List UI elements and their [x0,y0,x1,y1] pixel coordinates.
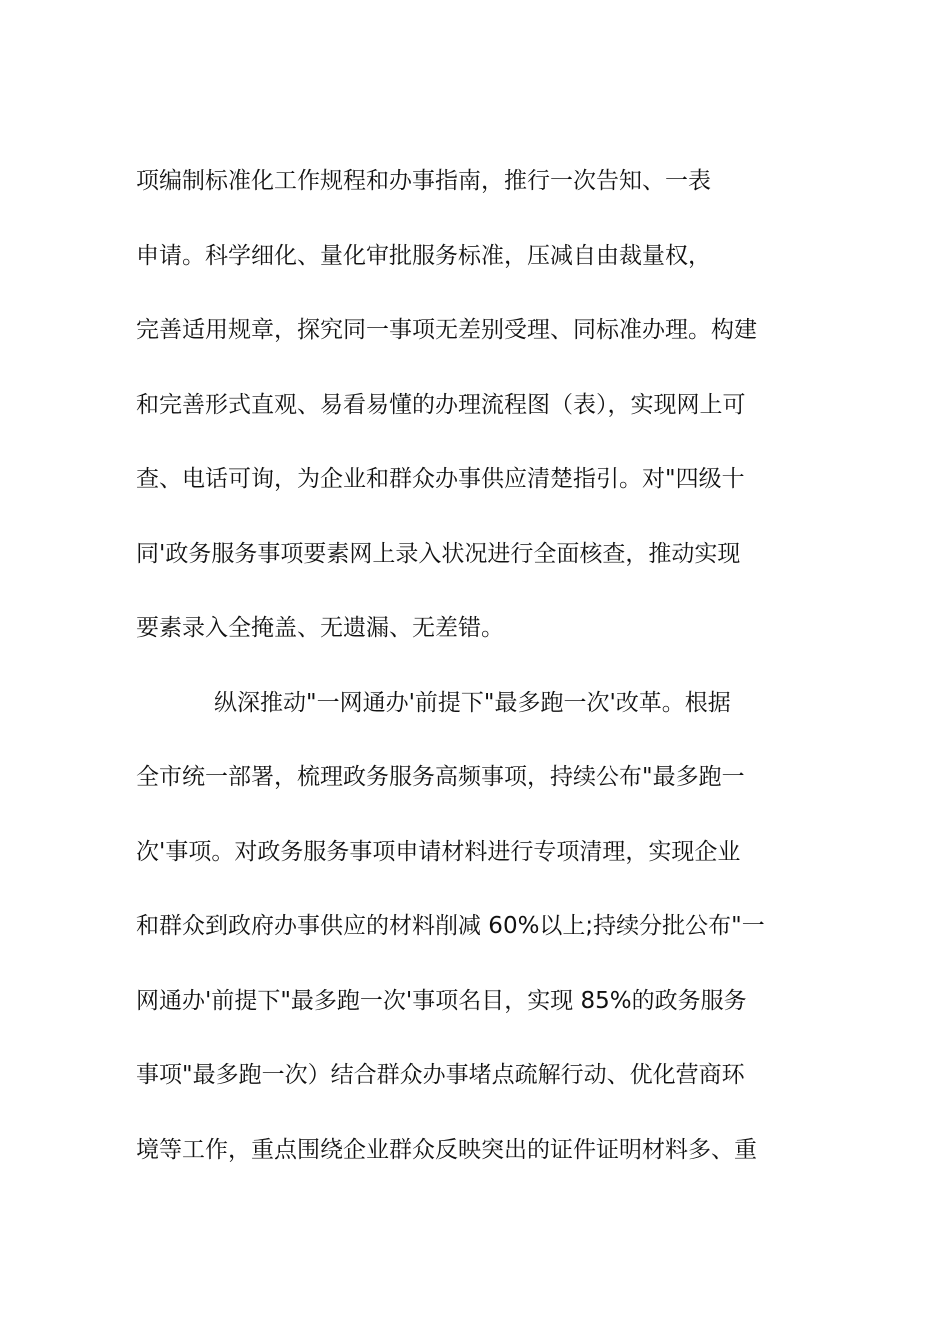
text-line-6: 同'政务服务事项要素网上录入状况进行全面核查，推动实现 [136,540,741,567]
text-line-2: 申请。科学细化、量化审批服务标准，压减自由裁量权， [136,242,711,269]
text-line-1: 项编制标准化工作规程和办事指南，推行一次告知、一表 [136,168,711,194]
text-line-7: 要素录入全掩盖、无遗漏、无差错。 [136,615,504,641]
text-line-9: 全市统一部署，梳理政务服务高频事项，持续公布"最多跑一 [136,764,745,790]
text-line-12: 网通办'前提下"最多跑一次'事项名目，实现 85%的政务服务 [136,987,747,1014]
text-line-4: 和完善形式直观、易看易懂的办理流程图（表），实现网上可 [136,391,746,418]
text-line-10: 次'事项。对政务服务事项申请材料进行专项清理，实现企业 [136,838,741,865]
paragraph-start-line: 纵深推动"一网通办'前提下"最多跑一次'改革。根据 [214,689,731,716]
body-text [136,144,816,1187]
text-line-11: 和群众到政府办事供应的材料削减 60%以上;持续分批公布"一 [136,913,765,939]
text-line-14: 境等工作，重点围绕企业群众反映突出的证件证明材料多、重 [136,1136,757,1163]
text-line-3: 完善适用规章，探究同一事项无差别受理、同标准办理。构建 [136,317,757,343]
text-line-5: 查、电话可询，为企业和群众办事供应清楚指引。对"四级十 [136,466,745,492]
text-line-13: 事项"最多跑一次）结合群众办事堵点疏解行动、优化营商环 [136,1062,745,1088]
